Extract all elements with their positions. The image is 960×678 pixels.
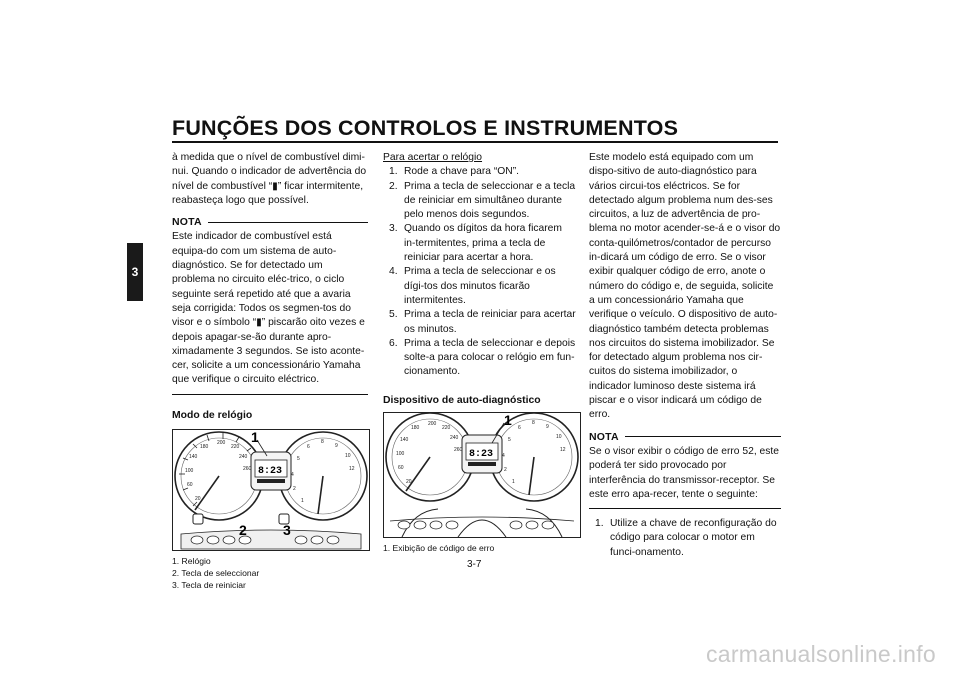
note-label: NOTA [589, 430, 619, 443]
svg-text:220: 220 [231, 444, 240, 451]
svg-text:1: 1 [512, 479, 515, 486]
note-text: Este indicador de combustível está equipa-do com um sistema de auto-diagnóstico. Se for detectado um problema no circuito eléc-trico, o ciclo seguinte será repetido até que a avaria seja corrigida: Todos os segmen-tos do visor e o símbolo “▮” piscarão oito vezes e depois apagar-se-ão durante apro-ximadamente 3 segundos. Se isto aconte-cer, solicite a um concessionário Yamaha que verifique o circuito eléctrico. [172, 231, 365, 386]
svg-text:240: 240 [239, 454, 248, 461]
caption-item: 2. Tecla de seleccionar [172, 568, 260, 579]
self-diagnosis-heading: Dispositivo de auto-diagnóstico [383, 394, 541, 406]
svg-text:100: 100 [185, 468, 194, 475]
svg-text:2: 2 [504, 467, 507, 474]
svg-text:5: 5 [508, 437, 511, 444]
svg-text:2: 2 [293, 486, 296, 493]
list-item: 5. Prima a tecla de reiniciar para acertar os minutos. [389, 309, 576, 335]
svg-text:1: 1 [301, 498, 304, 505]
list-item: 1. Utilize a chave de reconfiguração do código para colocar o motor em funci-onamento. [595, 518, 777, 558]
list-item: 2. Prima a tecla de seleccionar e a tecla de reiniciar em simultâneo durante pelo menos dois segundos. [389, 180, 576, 221]
svg-text:8: 8 [532, 420, 535, 427]
note-end-rule [172, 394, 368, 395]
figure-2-captions [383, 542, 576, 554]
callout-1: 1 [504, 412, 512, 429]
svg-text:5: 5 [297, 456, 300, 463]
svg-text:200: 200 [428, 421, 437, 428]
svg-text:12: 12 [560, 447, 566, 454]
list-item: 3. Quando os dígitos da hora ficarem in-termitentes, prima a tecla de reiniciar para acertar a hora. [389, 223, 562, 264]
svg-text:4: 4 [291, 472, 294, 479]
svg-text:60: 60 [187, 482, 193, 489]
svg-text:220: 220 [442, 425, 451, 432]
svg-text:140: 140 [400, 437, 409, 444]
fuel-intro-text: à medida que o nível de combustível dimi-nui. Quando o indicador de advertência do nível de combustível “▮” ficar intermitente, reabasteça logo que possível. [172, 152, 367, 206]
svg-text:140: 140 [189, 454, 198, 461]
svg-text:180: 180 [411, 425, 420, 432]
watermark: carmanualsonline.info [705, 641, 936, 667]
list-item: 6. Prima a tecla de seleccionar e depois solte-a para colocar o relógio em fun-cionamento. [389, 337, 576, 378]
svg-text:10: 10 [345, 453, 351, 460]
svg-text:20: 20 [195, 496, 201, 503]
note-label: NOTA [172, 216, 202, 229]
section-tab: 3 [127, 243, 143, 301]
page-title: FUNÇÕES DOS CONTROLOS E INSTRUMENTOS [172, 116, 679, 140]
svg-text:100: 100 [396, 451, 405, 458]
callout-3: 3 [283, 522, 291, 539]
column-3 [589, 151, 781, 560]
svg-text:6: 6 [307, 444, 310, 451]
note-end-rule [589, 508, 781, 509]
self-diagnosis-text: Este modelo está equipado com um dispo-sitivo de auto-diagnóstico para vários circui-tos eléctricos. Se for detectado algum problema num des-ses circuitos, a luz de advertência de pro-blema no motor acender-se-á e o visor do conta-quilómetros/contador de percurso in-dicará um código de erro. Se o visor exibir qualquer código de erro, anote o número do código e, de seguida, solicite a um concessionário Yamaha que verifique o veículo. O dispositivo de auto-diagnóstico também detecta problemas nos circuitos do sistema imobilizador. Se for detectado algum problema nos cir-cuitos do sistema imobilizador, o indicador luminoso deste sistema irá piscar e o visor indicará um código de erro. [589, 152, 781, 421]
list-item: 4. Prima a tecla de seleccionar e os dígi-tos dos minutos ficarão intermitentes. [389, 266, 556, 306]
svg-text:8: 8 [321, 439, 324, 446]
note-header [589, 430, 781, 444]
svg-text:4: 4 [502, 453, 505, 460]
lcd-error-readout: 8:23 [469, 449, 494, 461]
callout-2: 2 [239, 522, 247, 539]
svg-text:6: 6 [518, 425, 521, 432]
list-item: 1. Rode a chave para “ON”. [389, 166, 520, 178]
svg-text:260: 260 [243, 466, 252, 473]
svg-text:9: 9 [335, 443, 338, 450]
svg-text:180: 180 [200, 444, 209, 451]
svg-text:10: 10 [556, 434, 562, 441]
note-header [172, 215, 368, 229]
title-rule [172, 141, 778, 143]
set-clock-heading: Para acertar o relógio [383, 152, 483, 163]
svg-text:12: 12 [349, 466, 355, 473]
svg-text:200: 200 [217, 440, 226, 447]
caption-item: 1. Exibição de código de erro [383, 543, 495, 554]
svg-text:260: 260 [454, 447, 463, 454]
error-code-figure [383, 412, 581, 538]
caption-item: 1. Relógio [172, 556, 211, 567]
note-rule [625, 436, 781, 437]
svg-text:20: 20 [406, 479, 412, 486]
svg-text:9: 9 [546, 424, 549, 431]
page-number: 3-7 [467, 559, 482, 570]
callout-1: 1 [251, 429, 259, 446]
svg-text:60: 60 [398, 465, 404, 472]
caption-item: 3. Tecla de reiniciar [172, 580, 246, 591]
lcd-clock-readout: 8:23 [258, 466, 283, 478]
column-2 [383, 151, 576, 554]
clock-mode-heading: Modo de relógio [172, 409, 253, 421]
note-rule [208, 222, 368, 223]
clock-mode-figure [172, 429, 370, 551]
svg-text:240: 240 [450, 435, 459, 442]
figure-1-captions [172, 555, 368, 591]
set-clock-steps [383, 165, 576, 379]
column-1 [172, 151, 368, 591]
error-52-steps [589, 517, 781, 560]
note-text: Se o visor exibir o código de erro 52, este poderá ter sido provocado por interferência do transmissor-receptor. Se este erro apa-recer, tente o seguinte: [589, 445, 780, 500]
